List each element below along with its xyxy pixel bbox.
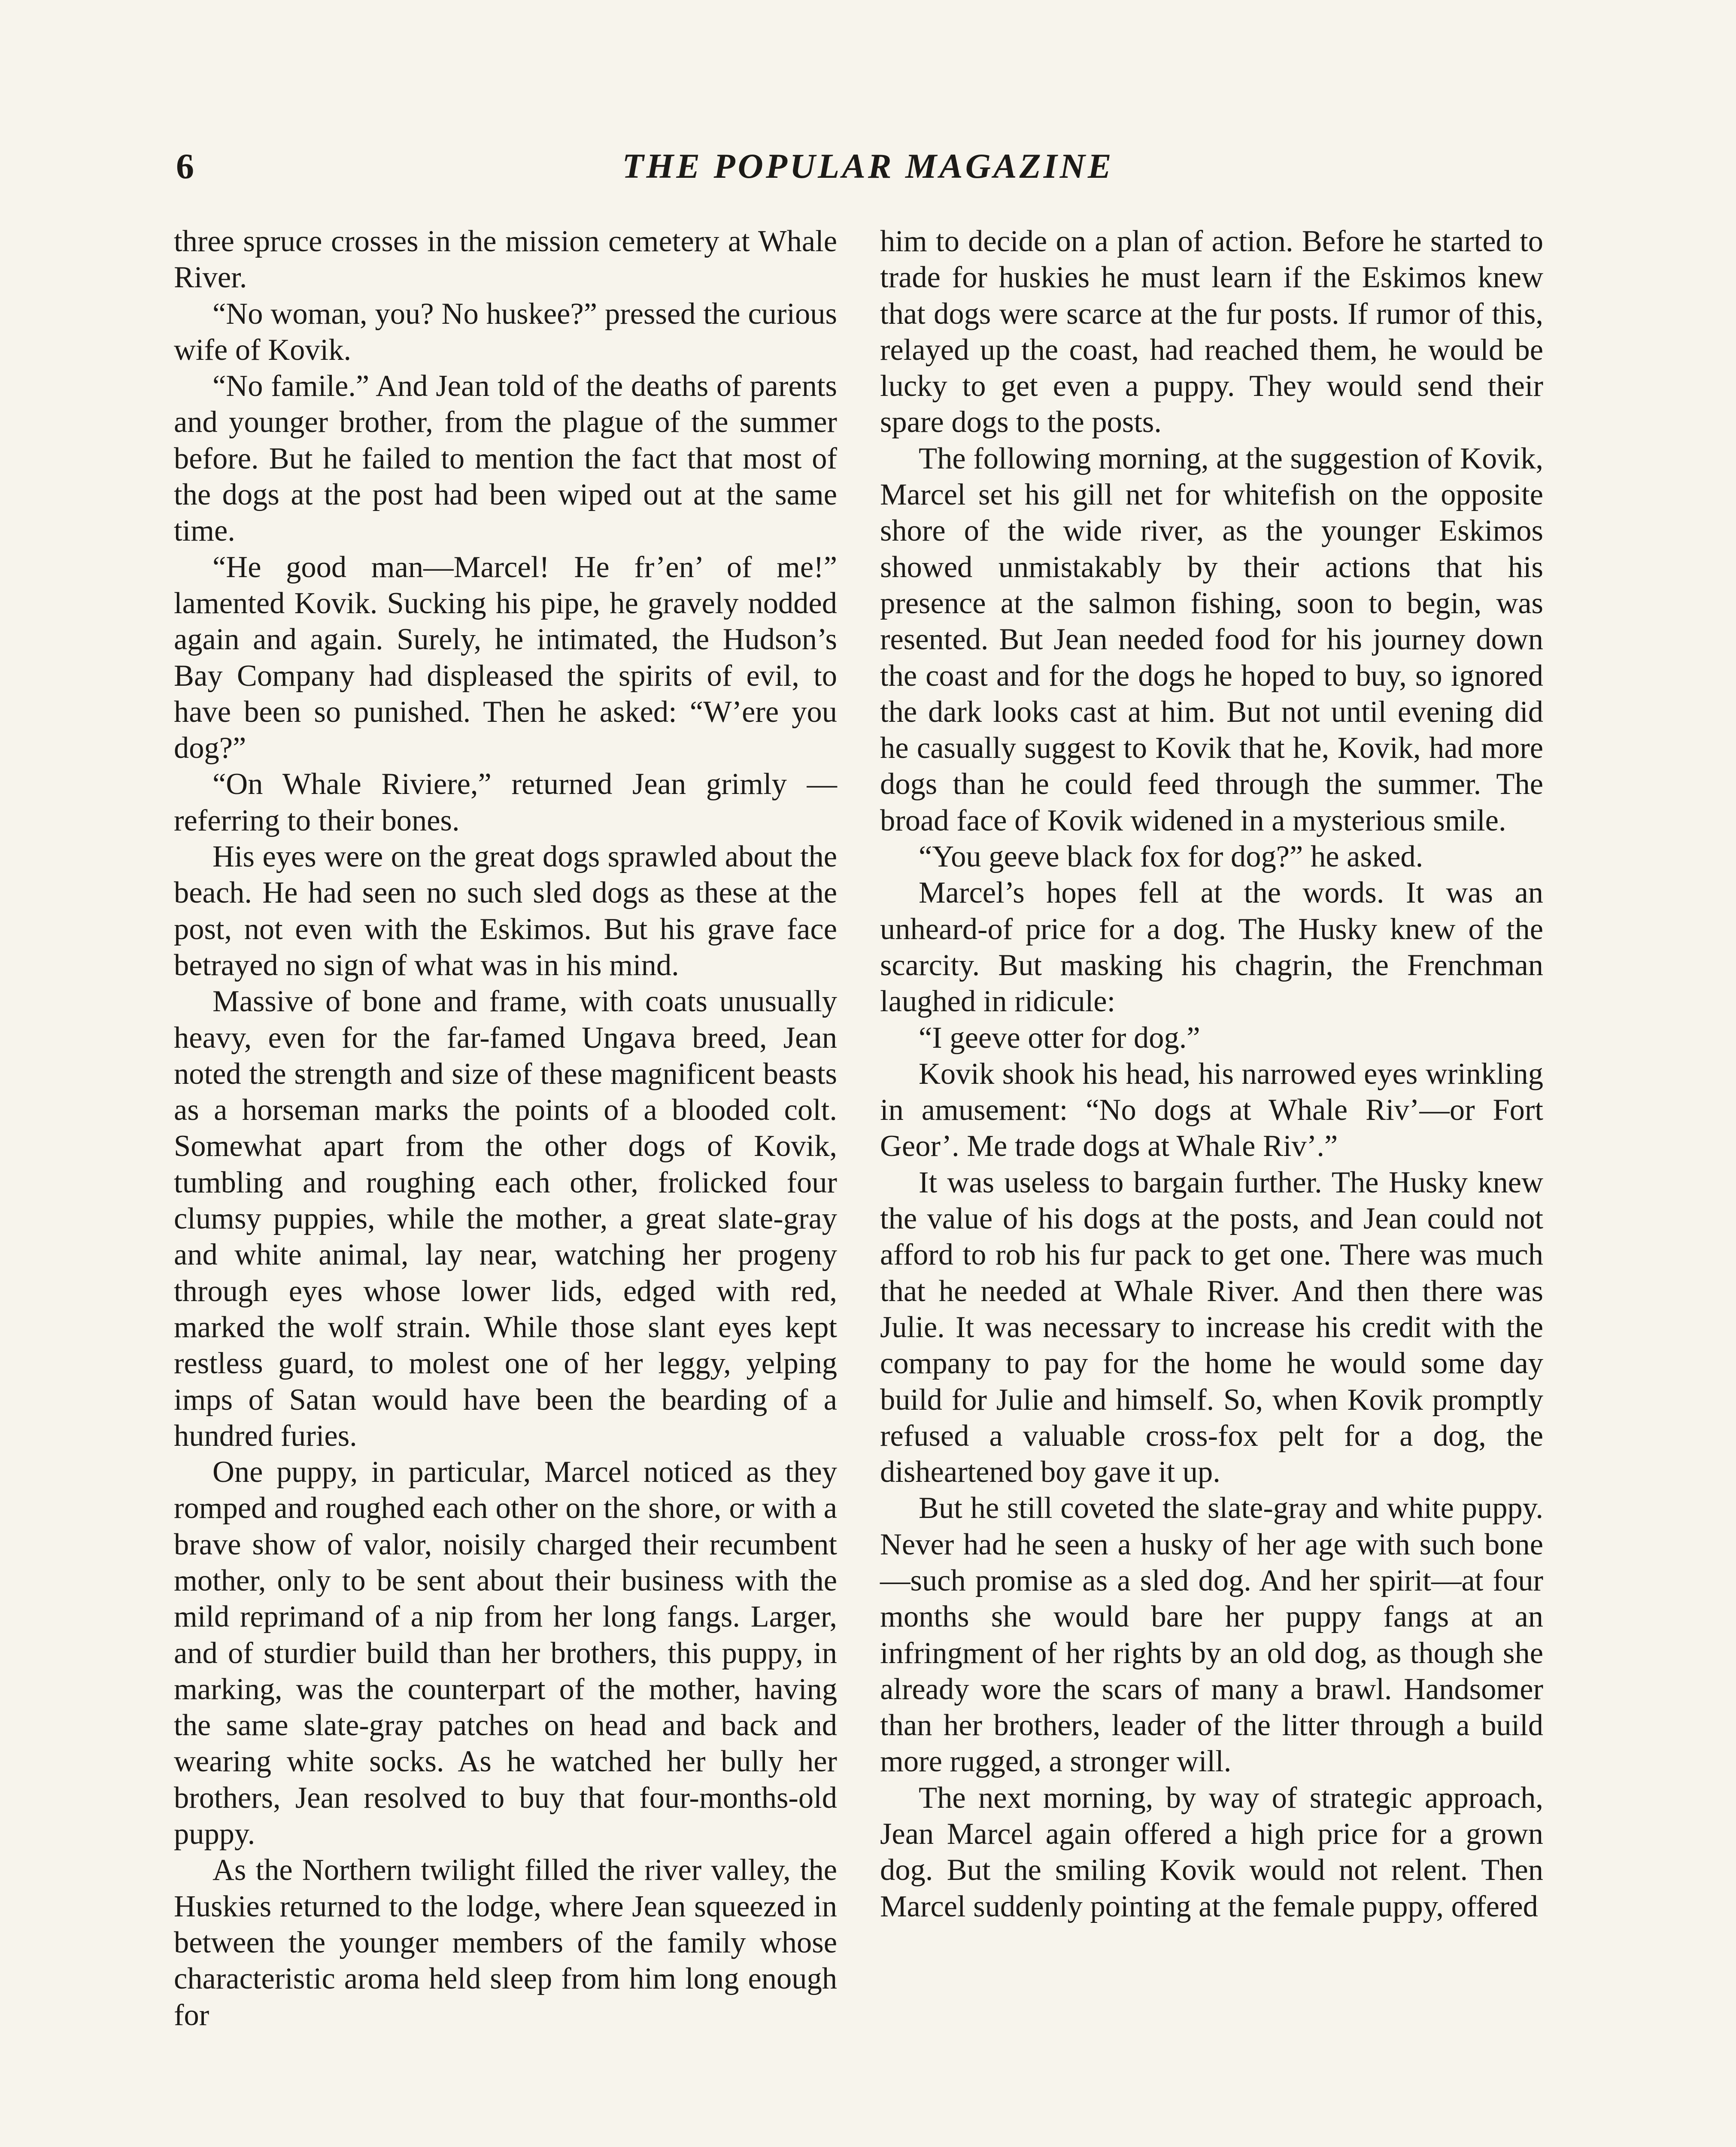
page-number: 6 <box>176 146 194 186</box>
paragraph: “He good man—Marcel! He fr’en’ of me!” lamented Kovik. Sucking his pipe, he gravely nodded again and again. Surely, he intimated, the Hudson’s Bay Company had displeased the spirits of evil, to have been so punished. Then he asked: “W’ere you dog?” <box>174 550 837 765</box>
paragraph: three spruce crosses in the mission cemetery at Whale River. <box>174 225 837 295</box>
paragraph: him to decide on a plan of action. Before he started to trade for huskies he must learn if the Eskimos knew that dogs were scarce at the fur posts. If rumor of this, relayed up the coast, had reached them, he would be lucky to get even a puppy. They would send their spare dogs to the posts. <box>880 225 1543 439</box>
paragraph: “I geeve otter for dog.” <box>919 1021 1200 1055</box>
paragraph: It was useless to bargain further. The Husky knew the value of his dogs at the posts, and Jean could not afford to rob his fur pack to get one. There was much that he needed at Whale River. And then there was Julie. It was necessary to increase his credit with the company to pay for the home he would some day build for Julie and himself. So, when Kovik promptly refused a valuable cross-fox pelt for a dog, the disheartened boy gave it up. <box>880 1165 1543 1489</box>
paragraph: “On Whale Riviere,” returned Jean grimly —referring to their bones. <box>174 767 837 837</box>
paragraph: “No woman, you? No huskee?” pressed the curious wife of Kovik. <box>174 297 837 367</box>
paragraph: Massive of bone and frame, with coats unusually heavy, even for the far-famed Ungava breed, Jean noted the strength and size of these magnificent beasts as a horseman marks the points of a blooded colt. Somewhat apart from the other dogs of Kovik, tumbling and roughing each other, frolicked four clumsy puppies, while the mother, a great slate-gray and white animal, lay near, watching her progeny through eyes whose lower lids, edged with red, marked the wolf strain. While those slant eyes kept restless guard, to molest one of her leggy, yelping imps of Satan would have been the bearding of a hundred furies. <box>174 985 837 1453</box>
paragraph: “No famile.” And Jean told of the deaths of parents and younger brother, from the plague of the summer before. But he failed to mention the fact that most of the dogs at the post had been wiped out at the same time. <box>174 369 837 548</box>
left-column <box>174 223 837 2033</box>
paragraph: One puppy, in particular, Marcel noticed as they romped and roughed each other on the shore, or with a brave show of valor, noisily charged their recumbent mother, only to be sent about their business with the mild reprimand of a nip from her long fangs. Larger, and of sturdier build than her brothers, this puppy, in marking, was the counterpart of the mother, having the same slate-gray patches on head and back and wearing white socks. As he watched her bully her brothers, Jean resolved to buy that four-months-old puppy. <box>174 1455 837 1851</box>
paragraph: His eyes were on the great dogs sprawled about the beach. He had seen no such sled dogs as these at the post, not even with the Eskimos. But his grave face betrayed no sign of what was in his mind. <box>174 840 837 982</box>
paragraph: Kovik shook his head, his narrowed eyes wrinkling in amusement: “No dogs at Whale Riv’—or Fort Geor’. Me trade dogs at Whale Riv’.” <box>880 1057 1543 1163</box>
right-column <box>880 223 1543 1925</box>
running-head: THE POPULAR MAGAZINE <box>622 146 1114 186</box>
paragraph: The following morning, at the suggestion of Kovik, Marcel set his gill net for whitefish on the opposite shore of the wide river, as the younger Eskimos showed unmistakably by their actions that his presence at the salmon fishing, soon to begin, was resented. But Jean needed food for his journey down the coast and for the dogs he hoped to buy, so ignored the dark looks cast at him. But not until evening did he casually suggest to Kovik that he, Kovik, had more dogs than he could feed through the summer. The broad face of Kovik widened in a mysterious smile. <box>880 441 1543 837</box>
paragraph: The next morning, by way of strategic approach, Jean Marcel again offered a high price for a grown dog. But the smiling Kovik would not relent. Then Marcel suddenly pointing at the female puppy, offered <box>880 1781 1543 1923</box>
paragraph: But he still coveted the slate-gray and white puppy. Never had he seen a husky of her age with such bone—such promise as a sled dog. And her spirit—at four months she would bare her puppy fangs at an infringment of her rights by an old dog, as though she already wore the scars of many a brawl. Handsomer than her brothers, leader of the litter through a build more rugged, a stronger will. <box>880 1491 1543 1779</box>
paragraph: As the Northern twilight filled the river valley, the Huskies returned to the lodge, where Jean squeezed in between the younger members of the family whose characteristic aroma held sleep from him long enough for <box>174 1853 837 2032</box>
paragraph: “You geeve black fox for dog?” he asked. <box>919 840 1423 874</box>
paragraph: Marcel’s hopes fell at the words. It was an unheard-of price for a dog. The Husky knew of the scarcity. But masking his chagrin, the Frenchman laughed in ridicule: <box>880 876 1543 1019</box>
